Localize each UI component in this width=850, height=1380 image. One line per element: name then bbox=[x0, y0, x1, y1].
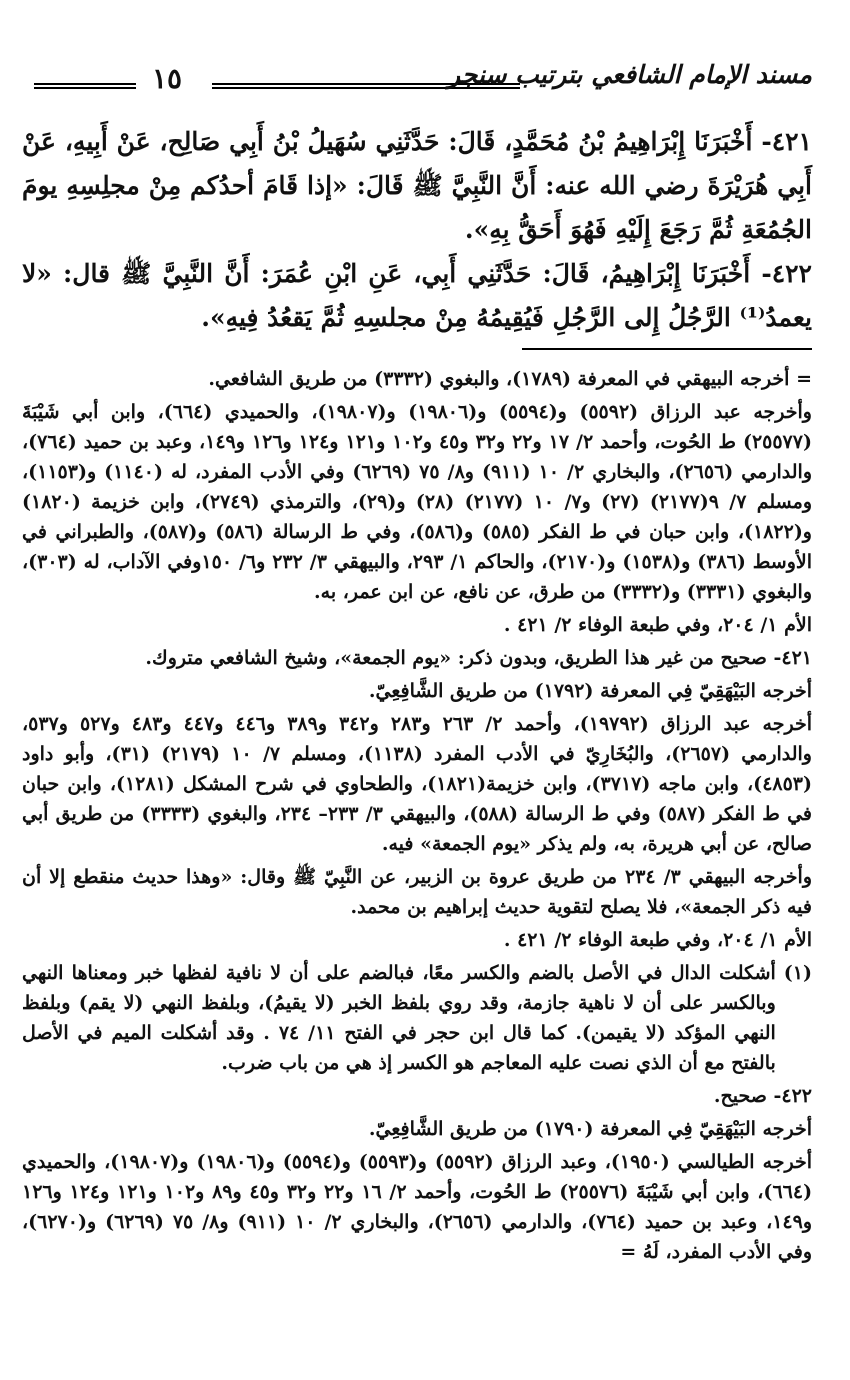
note-line: أخرجه عبد الرزاق (١٩٧٩٢)، وأحمد ٢/ ٢٦٣ و٢٨٣ و٣٤٢ و٣٨٩ و٤٤٦ و٤٤٧ و٤٨٣ و٥٢٧ و٥٣٧، والدارمي (٢٦٥٧)، والبُخَارِيّ في الأدب المفرد (١١٣٨)، ومسلم ٧/ ١٠ (٢١٧٩) (٣١)، وأبو داود (٤٨٥٣)، وابن ماجه (٣٧١٧)، وابن خزيمة(١٨٢١)، والطحاوي في شرح المشكل (١٢٨١)، وابن حبان في ط الفكر (٥٨٧) وفي ط الرسالة (٥٨٨)، والبيهقي ٣/ ٢٣٣– ٢٣٤، والبغوي (٣٣٣٣) من طريق أبي صالح، عن أبي هريرة، به، ولم يذكر «يوم الجمعة» فيه. bbox=[22, 713, 813, 855]
footnote-separator bbox=[522, 348, 812, 350]
page-header bbox=[22, 58, 812, 98]
hadith-422: ٤٢٢- أَخْبَرَنَا إِبْرَاهِيمُ، قَالَ: حَدَّثَنِي أَبِي، عَنِ ابْنِ عُمَرَ: أَنَّ النَّبِيَّ ﷺ قال: «لا يعمدُ⁽¹⁾ الرَّجُلُ إِلى الرَّجُلِ فَيُقِيمُهُ مِنْ مجلسِهِ ثُمَّ يَقعُدُ فِيهِ». bbox=[22, 259, 812, 332]
note-heading-422: ٤٢٢- صحيح. bbox=[713, 1085, 812, 1107]
footnote-1 bbox=[22, 958, 812, 1081]
hadith-421: ٤٢١- أَخْبَرَنَا إِبْرَاهِيمُ بْنُ مُحَمَّدٍ، قَالَ: حَدَّثَنِي سُهَيلُ بْنُ أَبِي صَالِح، عَنْ أَبِيهِ، عَنْ أَبِي هُرَيْرَةَ رضي الله عنه: أَنَّ النَّبِيَّ ﷺ قَالَ: «إذا قَامَ أحدُكم مِنْ مجلِسِهِ يومَ الجُمُعَةِ ثُمَّ رَجَعَ إِلَيْهِ فَهُوَ أَحَقُّ بِهِ». bbox=[22, 127, 812, 244]
running-title: مسند الإمام الشافعي بترتيب سنجر bbox=[448, 60, 812, 89]
footnotes bbox=[22, 364, 812, 1270]
note-line: الأم ١/ ٢٠٤، وفي طبعة الوفاء ٢/ ٤٢١ . bbox=[503, 614, 812, 636]
hadith-text bbox=[22, 120, 812, 340]
note-line: وأخرجه البيهقي ٣/ ٢٣٤ من طريق عروة بن الزبير، عن النَّبِيّ ﷺ وقال: «وهذا حديث منقطع إلا أن فيه ذكر الجمعة»، فلا يصلح لتقوية حديث إبراهيم بن محمد. bbox=[22, 866, 812, 918]
note-line: أخرجه البَيْهَقِيّ فِي المعرفة (١٧٩٠) من طريق الشَّافِعِيّ. bbox=[368, 1118, 812, 1140]
header-rule-left bbox=[34, 83, 136, 89]
note-heading-421: ٤٢١- صحيح من غير هذا الطريق، وبدون ذكر: «يوم الجمعة»، وشيخ الشافعي متروك. bbox=[145, 647, 812, 669]
footnote-text: أشكلت الدال في الأصل بالضم والكسر معًا، فبالضم على أن لا نافية لفظها خبر ومعناها النهي وبالكسر على أن لا ناهية جازمة، وقد روي بلفظ الخبر (لا يقيمُ)، وبلفظ النهي (لا يقم) وبلفظ النهي المؤكد (لا يقيمن). كما قال ابن حجر في الفتح ١١/ ٧٤ . وقد أشكلت الميم في الأصل بالفتح مع أن الذي نصت عليه المعاجم هو الكسر إذ هي من باب ضرب. bbox=[22, 962, 776, 1074]
note-line: الأم ١/ ٢٠٤، وفي طبعة الوفاء ٢/ ٤٢١ . bbox=[503, 929, 812, 951]
footnote-marker: (١) bbox=[783, 962, 812, 984]
note-line: أخرجه الطيالسي (١٩٥٠)، وعبد الرزاق (٥٥٩٢) و(٥٥٩٣) و(٥٥٩٤) و(١٩٨٠٦) و(١٩٨٠٧)، والحميدي (٦٦٤)، وابن أبي شَيْبَةَ (٢٥٥٧٦) ط الحُوت، وأحمد ٢/ ١٦ و٢٢ و٣٢ و٤٥ و٨٩ و١٠٢ و١٢١ و١٢٤ و١٢٦ و١٤٩، وعبد بن حميد (٧٦٤)، والدارمي (٢٦٥٦)، والبخاري ٢/ ١٠ (٩١١) و٨/ ٧٥ (٦٢٦٩) و(٦٢٧٠)، وفي الأدب المفرد، لَهُ = bbox=[22, 1151, 813, 1263]
note-line: وأخرجه عبد الرزاق (٥٥٩٢) و(٥٥٩٤) و(١٩٨٠٦) و(١٩٨٠٧)، والحميدي (٦٦٤)، وابن أبي شَيْبَةَ (٢٥٥٧٧) ط الحُوت، وأحمد ٢/ ١٧ و٢٢ و٣٢ و٤٥ و١٠٢ و١٢١ و١٢٤ و١٢٦ و١٤٩، وعبد بن حميد (٧٦٤)، والدارمي (٢٦٥٦)، والبخاري ٢/ ١٠ (٩١١) و٨/ ٧٥ (٦٢٦٩) وفي الأدب المفرد، له (١١٤٠) و(١١٥٣)، ومسلم ٧/ ٩(٢١٧٧) (٢٧) و٧/ ١٠ (٢١٧٧) (٢٨) و(٢٩)، والترمذي (٢٧٤٩)، وابن خزيمة (١٨٢٠) و(١٨٢٢)، وابن حبان في ط الفكر (٥٨٥) و(٥٨٦)، وفي ط الرسالة (٥٨٦) و(٥٨٧)، والطبراني في الأوسط (٣٨٦) و(١٥٣٨) و(٢١٧٠)، والحاكم ١/ ٢٩٣، والبيهقي ٣/ ٢٣٢ و٦/ ١٥٠وفي الآداب، له (٣٠٣)، والبغوي (٣٣٣١) و(٣٣٣٢) من طرق، عن نافع، عن ابن عمر، به. bbox=[22, 401, 813, 603]
note-line: أخرجه البَيْهَقِيّ فِي المعرفة (١٧٩٢) من طريق الشَّافِعِيّ. bbox=[368, 680, 812, 702]
note-line: = أخرجه البيهقي في المعرفة (١٧٨٩)، والبغوي (٣٣٣٢) من طريق الشافعي. bbox=[208, 368, 812, 390]
page-number: ١٥ bbox=[152, 62, 183, 95]
